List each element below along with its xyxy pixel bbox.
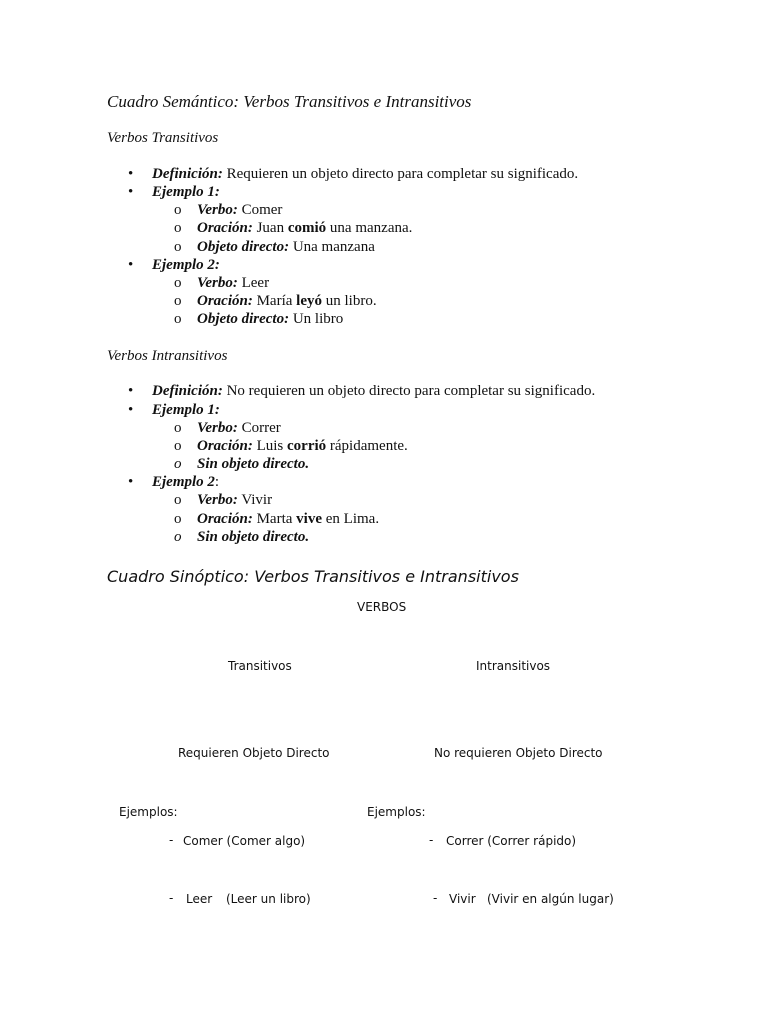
oracion-label: Oración: [197,293,253,309]
verbo-label: Verbo: [197,492,238,508]
synoptic-desc-transitivos: Requieren Objeto Directo [178,746,330,760]
oracion-label: Oración: [197,438,253,454]
verbo-label: Verbo: [197,420,238,436]
sub-bullet-icon: o [174,202,182,218]
sub-bullet-icon: o [174,293,182,309]
trans-ex1-verbo [197,202,282,219]
synoptic-title: Cuadro Sinóptico: Verbos Transitivos e Intransitivos [107,567,519,586]
objeto-label: Objeto directo: [197,311,290,327]
synoptic-branch-transitivos: Transitivos [228,659,292,673]
synoptic-branch-intransitivos: Intransitivos [476,659,551,673]
dash-icon: - [169,833,174,847]
oracion-post: rápidamente. [326,438,408,454]
oracion-pre: Marta [252,511,297,527]
bullet-icon: • [128,474,134,490]
bullet-icon: • [128,184,134,200]
intrans-def-label: Definición: [152,383,223,399]
objeto-label: Objeto directo: [197,239,290,255]
dash-icon: - [433,891,438,905]
synoptic-left-ex2-note: (Leer un libro) [226,892,311,906]
oracion-label: Oración: [197,220,253,236]
trans-def-label: Definición: [152,166,223,182]
sub-bullet-icon: o [174,511,182,527]
trans-ex2-label: Ejemplo 2: [152,257,220,273]
oracion-verb: corrió [287,438,327,454]
sub-bullet-icon: o [174,529,182,545]
intrans-ex1-heading [152,402,220,419]
trans-ex2-heading [152,257,220,274]
intrans-ex2-sin-objeto [197,529,309,546]
synoptic-left-ex1: Comer (Comer algo) [183,834,306,848]
trans-ex2-objeto [197,311,343,328]
sin-objeto-label: Sin objeto directo. [197,456,310,472]
objeto-value: Un libro [289,311,344,327]
verbo-value: Leer [237,275,270,291]
intrans-definition [152,383,595,400]
sub-bullet-icon: o [174,456,182,472]
synoptic-examples-label-left: Ejemplos: [119,805,178,819]
oracion-verb: leyó [296,293,322,309]
sub-bullet-icon: o [174,275,182,291]
oracion-verb: comió [287,220,327,236]
dash-icon: - [429,833,434,847]
oracion-post: un libro. [322,293,377,309]
intrans-ex1-oracion [197,438,408,455]
bullet-icon: • [128,166,134,182]
synoptic-right-ex2-note: (Vivir en algún lugar) [487,892,614,906]
oracion-post: en Lima. [322,511,380,527]
trans-ex1-label: Ejemplo 1: [152,184,220,200]
verbo-label: Verbo: [197,275,238,291]
sub-bullet-icon: o [174,239,182,255]
intrans-ex1-verbo [197,420,281,437]
intrans-ex2-heading [152,474,219,491]
sub-bullet-icon: o [174,438,182,454]
verbo-value: Correr [237,420,281,436]
semantic-title: Cuadro Semántico: Verbos Transitivos e Intransitivos [107,92,472,111]
intrans-ex2-oracion [197,511,379,528]
synoptic-desc-intransitivos: No requieren Objeto Directo [434,746,603,760]
oracion-verb: vive [296,511,322,527]
oracion-post: una manzana. [326,220,413,236]
trans-ex1-heading [152,184,220,201]
trans-ex1-oracion [197,220,412,237]
trans-ex2-oracion [197,293,377,310]
trans-def-text: Requieren un objeto directo para completar su significado. [222,166,579,182]
trans-ex2-verbo [197,275,269,292]
intrans-ex1-sin-objeto [197,456,309,473]
intrans-ex2-colon: : [214,474,220,490]
objeto-value: Una manzana [289,239,375,255]
synoptic-right-ex2-verb: Vivir [449,892,476,906]
dash-icon: - [169,891,174,905]
sub-bullet-icon: o [174,311,182,327]
synoptic-left-ex2-verb: Leer [186,892,213,906]
intrans-def-text: No requieren un objeto directo para completar su significado. [222,383,596,399]
transitivos-heading: Verbos Transitivos [107,130,219,146]
trans-definition [152,166,578,183]
verbo-value: Vivir [237,492,273,508]
bullet-icon: • [128,383,134,399]
oracion-pre: María [252,293,297,309]
intrans-ex1-label: Ejemplo 1: [152,402,220,418]
intrans-ex2-verbo [197,492,272,509]
trans-ex1-objeto [197,239,375,256]
bullet-icon: • [128,257,134,273]
sub-bullet-icon: o [174,220,182,236]
synoptic-right-ex1: Correr (Correr rápido) [446,834,577,848]
intrans-ex2-label: Ejemplo 2 [152,474,215,490]
oracion-label: Oración: [197,511,253,527]
sub-bullet-icon: o [174,420,182,436]
intransitivos-heading: Verbos Intransitivos [107,348,228,364]
oracion-pre: Juan [252,220,288,236]
oracion-pre: Luis [252,438,288,454]
synoptic-root: VERBOS [357,600,407,614]
verbo-label: Verbo: [197,202,238,218]
verbo-value: Comer [237,202,283,218]
sub-bullet-icon: o [174,492,182,508]
bullet-icon: • [128,402,134,418]
synoptic-examples-label-right: Ejemplos: [367,805,426,819]
sin-objeto-label: Sin objeto directo. [197,529,310,545]
